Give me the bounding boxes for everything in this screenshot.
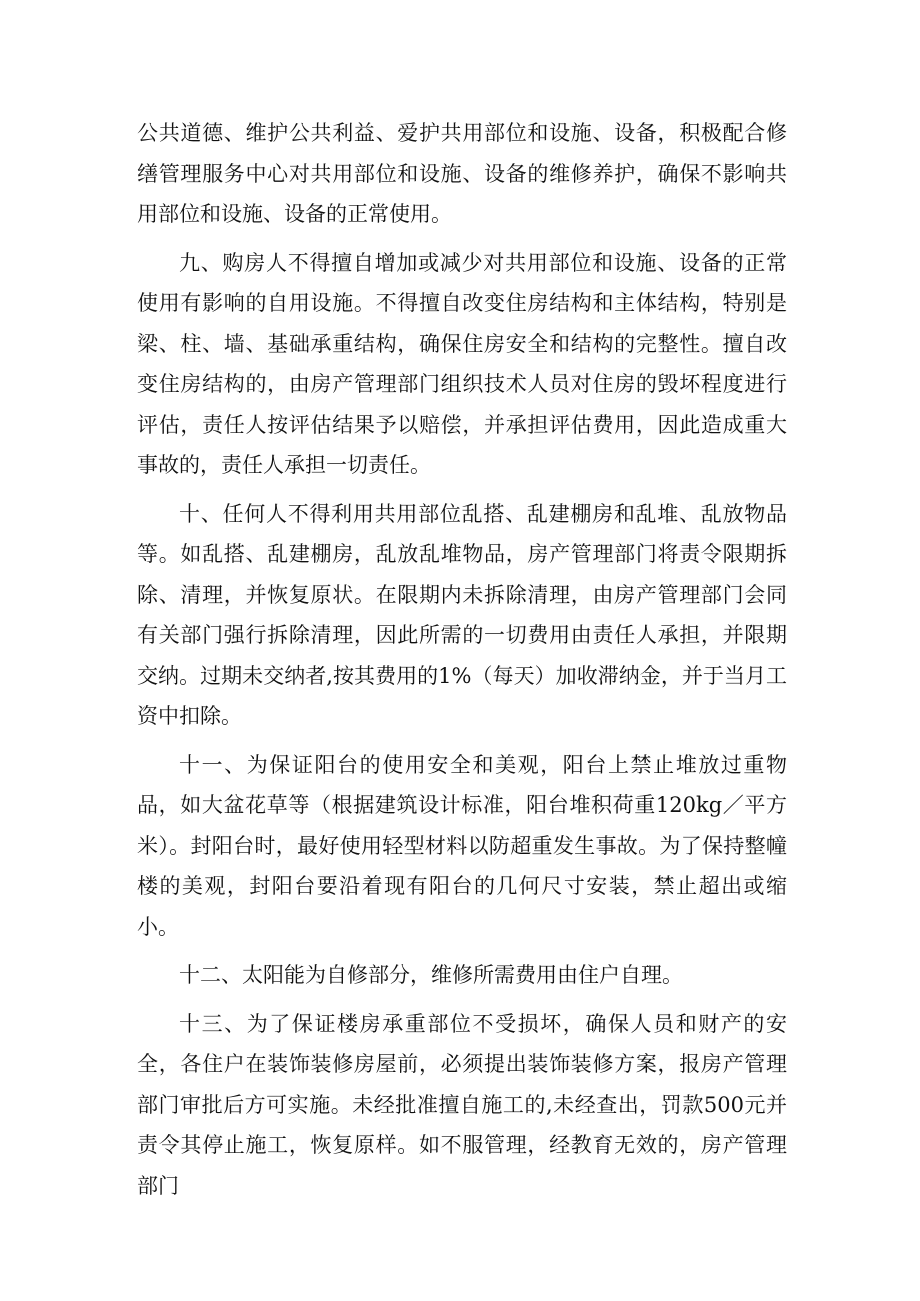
paragraph-item-10: 十、任何人不得利用共用部位乱搭、乱建棚房和乱堆、乱放物品等。如乱搭、乱建棚房，乱放乱堆物品，房产管理部门将责令限期拆除、清理，并恢复原状。在限期内未拆除清理，由房产管理部门会同有关部门强行拆除清理，因此所需的一切费用由责任人承担，并限期交纳。过期未交纳者,按其费用的1%（每天）加收滞纳金，并于当月工资中扣除。 [137, 501, 787, 728]
paragraph-item-12: 十二、太阳能为自修部分，维修所需费用由住户自理。 [179, 963, 683, 987]
paragraph-item-9: 九、购房人不得擅自增加或减少对共用部位和设施、设备的正常使用有影响的自用设施。不得擅自改变住房结构和主体结构，特别是梁、柱、墙、基础承重结构，确保住房安全和结构的完整性。擅自改变住房结构的，由房产管理部门组织技术人员对住房的毁坏程度进行评估，责任人按评估结果予以赔偿，并承担评估费用，因此造成重大事故的，责任人承担一切责任。 [137, 250, 787, 477]
document-page [137, 113, 787, 1214]
paragraph-item-11: 十一、为保证阳台的使用安全和美观，阳台上禁止堆放过重物品，如大盆花草等（根据建筑设计标准，阳台堆积荷重120kg／平方米）。封阳台时，最好使用轻型材料以防超重发生事故。为了保持整幢楼的美观，封阳台要沿着现有阳台的几何尺寸安装，禁止超出或缩小。 [137, 752, 787, 939]
paragraph-item-13: 十三、为了保证楼房承重部位不受损坏，确保人员和财产的安全，各住户在装饰装修房屋前，必须提出装饰装修方案，报房产管理部门审批后方可实施。未经批准擅自施工的,未经查出，罚款500元并责令其停止施工，恢复原样。如不服管理，经教育无效的，房产管理部门 [137, 1011, 787, 1198]
paragraph-continuation: 公共道德、维护公共利益、爱护共用部位和设施、设备，积极配合修缮管理服务中心对共用部位和设施、设备的维修养护，确保不影响共用部位和设施、设备的正常使用。 [137, 121, 787, 226]
